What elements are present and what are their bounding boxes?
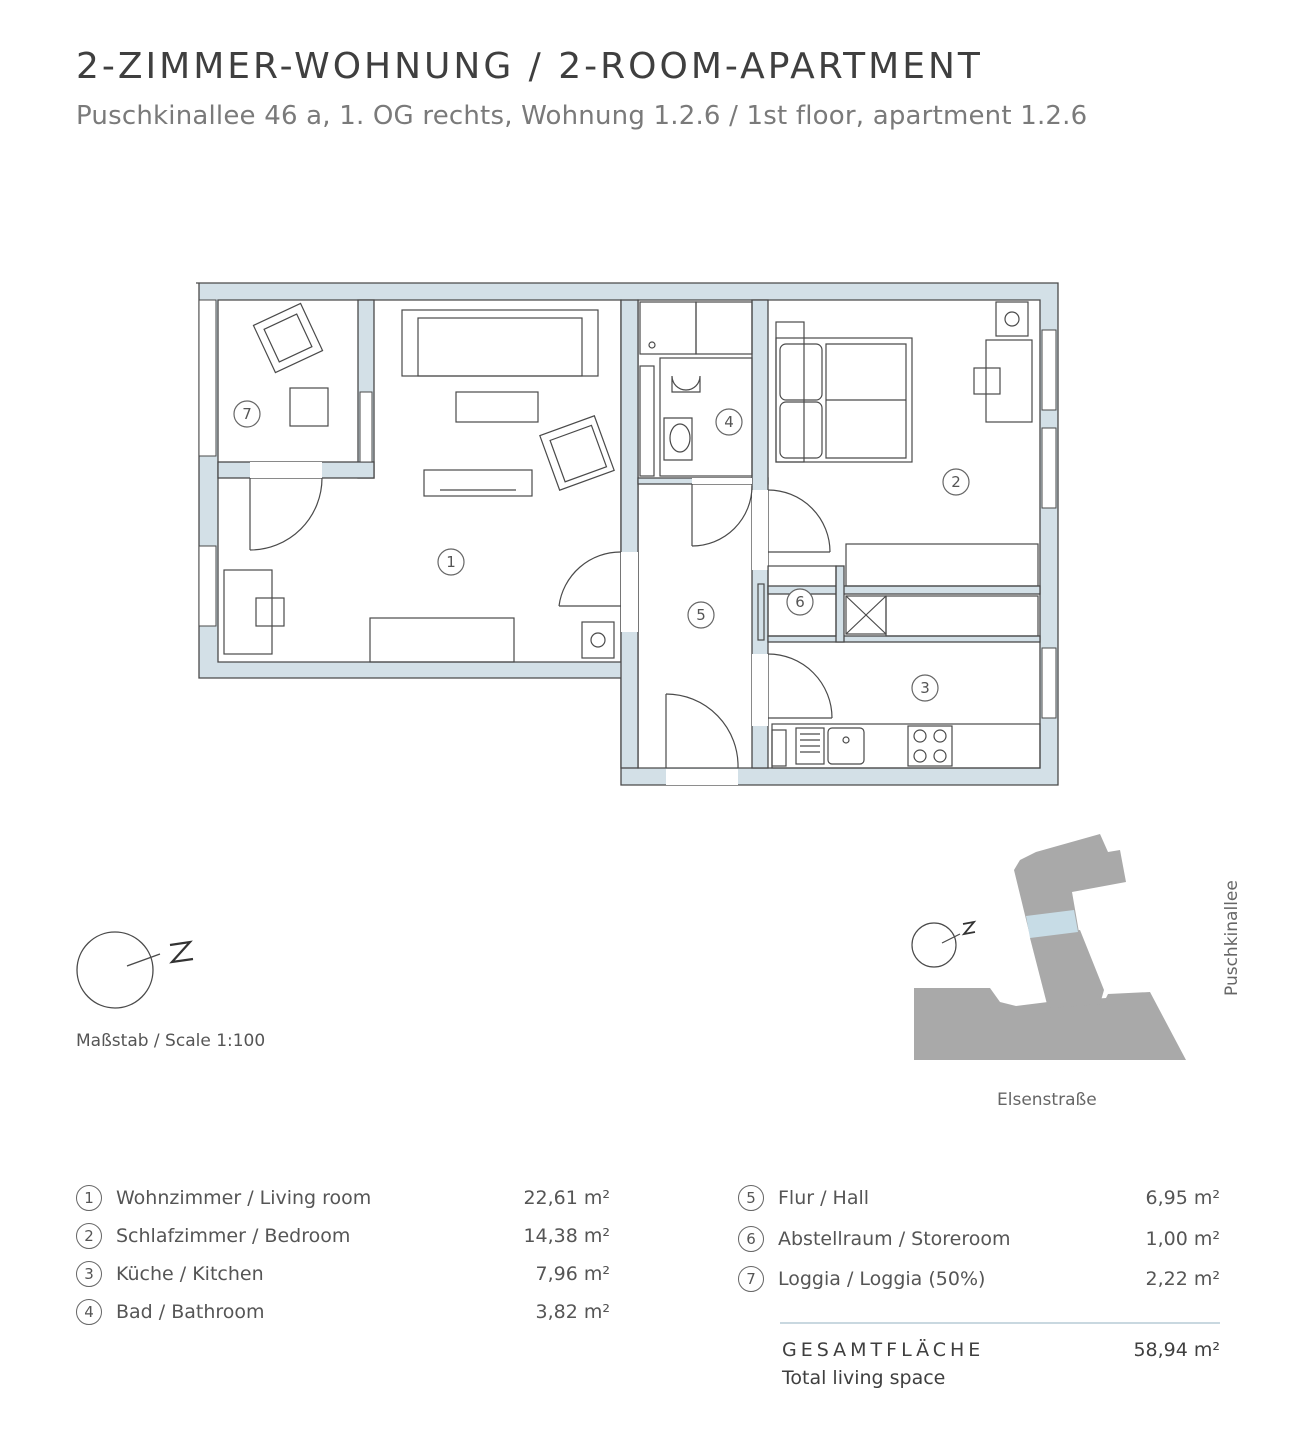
room-number: 7 bbox=[738, 1266, 764, 1292]
wall bbox=[768, 636, 1040, 642]
wall bbox=[836, 566, 844, 642]
room-marker-6: 6 bbox=[795, 593, 805, 611]
room-row-6 bbox=[738, 1224, 1011, 1254]
room-area: 1,00 m² bbox=[1145, 1228, 1220, 1250]
window bbox=[1042, 330, 1056, 410]
armchair bbox=[253, 303, 322, 372]
room-number: 2 bbox=[76, 1223, 102, 1249]
window bbox=[199, 546, 216, 626]
chair bbox=[256, 598, 284, 626]
room-number: 5 bbox=[738, 1185, 764, 1211]
cooktop bbox=[908, 726, 952, 766]
kitchen-sink bbox=[828, 728, 864, 764]
room-name: Wohnzimmer / Living room bbox=[116, 1187, 372, 1209]
tv-board bbox=[424, 470, 532, 496]
room-name: Abstellraum / Storeroom bbox=[778, 1228, 1011, 1250]
site-building bbox=[1030, 930, 1104, 1008]
room-name: Loggia / Loggia (50%) bbox=[778, 1268, 986, 1290]
window bbox=[360, 392, 372, 462]
shower bbox=[640, 302, 696, 354]
page-subtitle: Puschkinallee 46 a, 1. OG rechts, Wohnung 1.2.6 / 1st floor, apartment 1.2.6 bbox=[76, 101, 1088, 131]
scale-label: Maßstab / Scale 1:100 bbox=[76, 1031, 266, 1051]
room-number: 4 bbox=[76, 1299, 102, 1325]
room-row-2 bbox=[76, 1221, 350, 1251]
room-marker-1: 1 bbox=[446, 553, 456, 571]
armchair bbox=[540, 416, 614, 490]
room-marker-7: 7 bbox=[242, 405, 252, 423]
room-row-7 bbox=[738, 1264, 985, 1294]
site-plan bbox=[912, 834, 1186, 1060]
room-row-4 bbox=[76, 1297, 265, 1327]
street-label-elsenstrasse: Elsenstraße bbox=[997, 1090, 1097, 1110]
room-area: 6,95 m² bbox=[1145, 1187, 1220, 1209]
total-label: GESAMTFLÄCHE bbox=[782, 1339, 985, 1361]
wall bbox=[621, 300, 638, 768]
room-number: 1 bbox=[76, 1185, 102, 1211]
room-area: 7,96 m² bbox=[535, 1263, 610, 1285]
room-name: Flur / Hall bbox=[778, 1187, 870, 1209]
north-glyph bbox=[170, 942, 193, 962]
table bbox=[290, 388, 328, 426]
total-sublabel: Total living space bbox=[782, 1367, 946, 1389]
sofa bbox=[402, 310, 598, 376]
total-value: 58,94 m² bbox=[1133, 1339, 1220, 1361]
room-row-5 bbox=[738, 1183, 869, 1213]
coffee-table bbox=[456, 392, 538, 422]
window bbox=[199, 300, 216, 456]
room-marker-2: 2 bbox=[951, 473, 961, 491]
toilet bbox=[672, 376, 700, 392]
room-marker-3: 3 bbox=[920, 679, 930, 697]
room-number: 6 bbox=[738, 1226, 764, 1252]
total-divider bbox=[780, 1322, 1220, 1324]
room-marker-4: 4 bbox=[724, 413, 734, 431]
window bbox=[1042, 648, 1056, 718]
bedroom-desk bbox=[986, 340, 1032, 422]
room-marker-5: 5 bbox=[696, 606, 706, 624]
room-area: 14,38 m² bbox=[523, 1225, 610, 1247]
room-row-1 bbox=[76, 1183, 371, 1213]
room-area: 3,82 m² bbox=[535, 1301, 610, 1323]
room-area: 22,61 m² bbox=[523, 1187, 610, 1209]
room-name: Küche / Kitchen bbox=[116, 1263, 264, 1285]
room-row-3 bbox=[76, 1259, 264, 1289]
room-name: Bad / Bathroom bbox=[116, 1301, 265, 1323]
room-area: 2,22 m² bbox=[1145, 1268, 1220, 1290]
compass-icon bbox=[77, 932, 193, 1008]
desk bbox=[224, 570, 272, 654]
window bbox=[1042, 428, 1056, 508]
page-title: 2-ZIMMER-WOHNUNG / 2-ROOM-APARTMENT bbox=[76, 46, 983, 87]
room-number: 3 bbox=[76, 1261, 102, 1287]
sideboard bbox=[370, 618, 514, 662]
wardrobe bbox=[846, 544, 1038, 586]
room-name: Schlafzimmer / Bedroom bbox=[116, 1225, 351, 1247]
stove bbox=[582, 622, 614, 658]
street-label-puschkinallee: Puschkinallee bbox=[1222, 880, 1242, 996]
